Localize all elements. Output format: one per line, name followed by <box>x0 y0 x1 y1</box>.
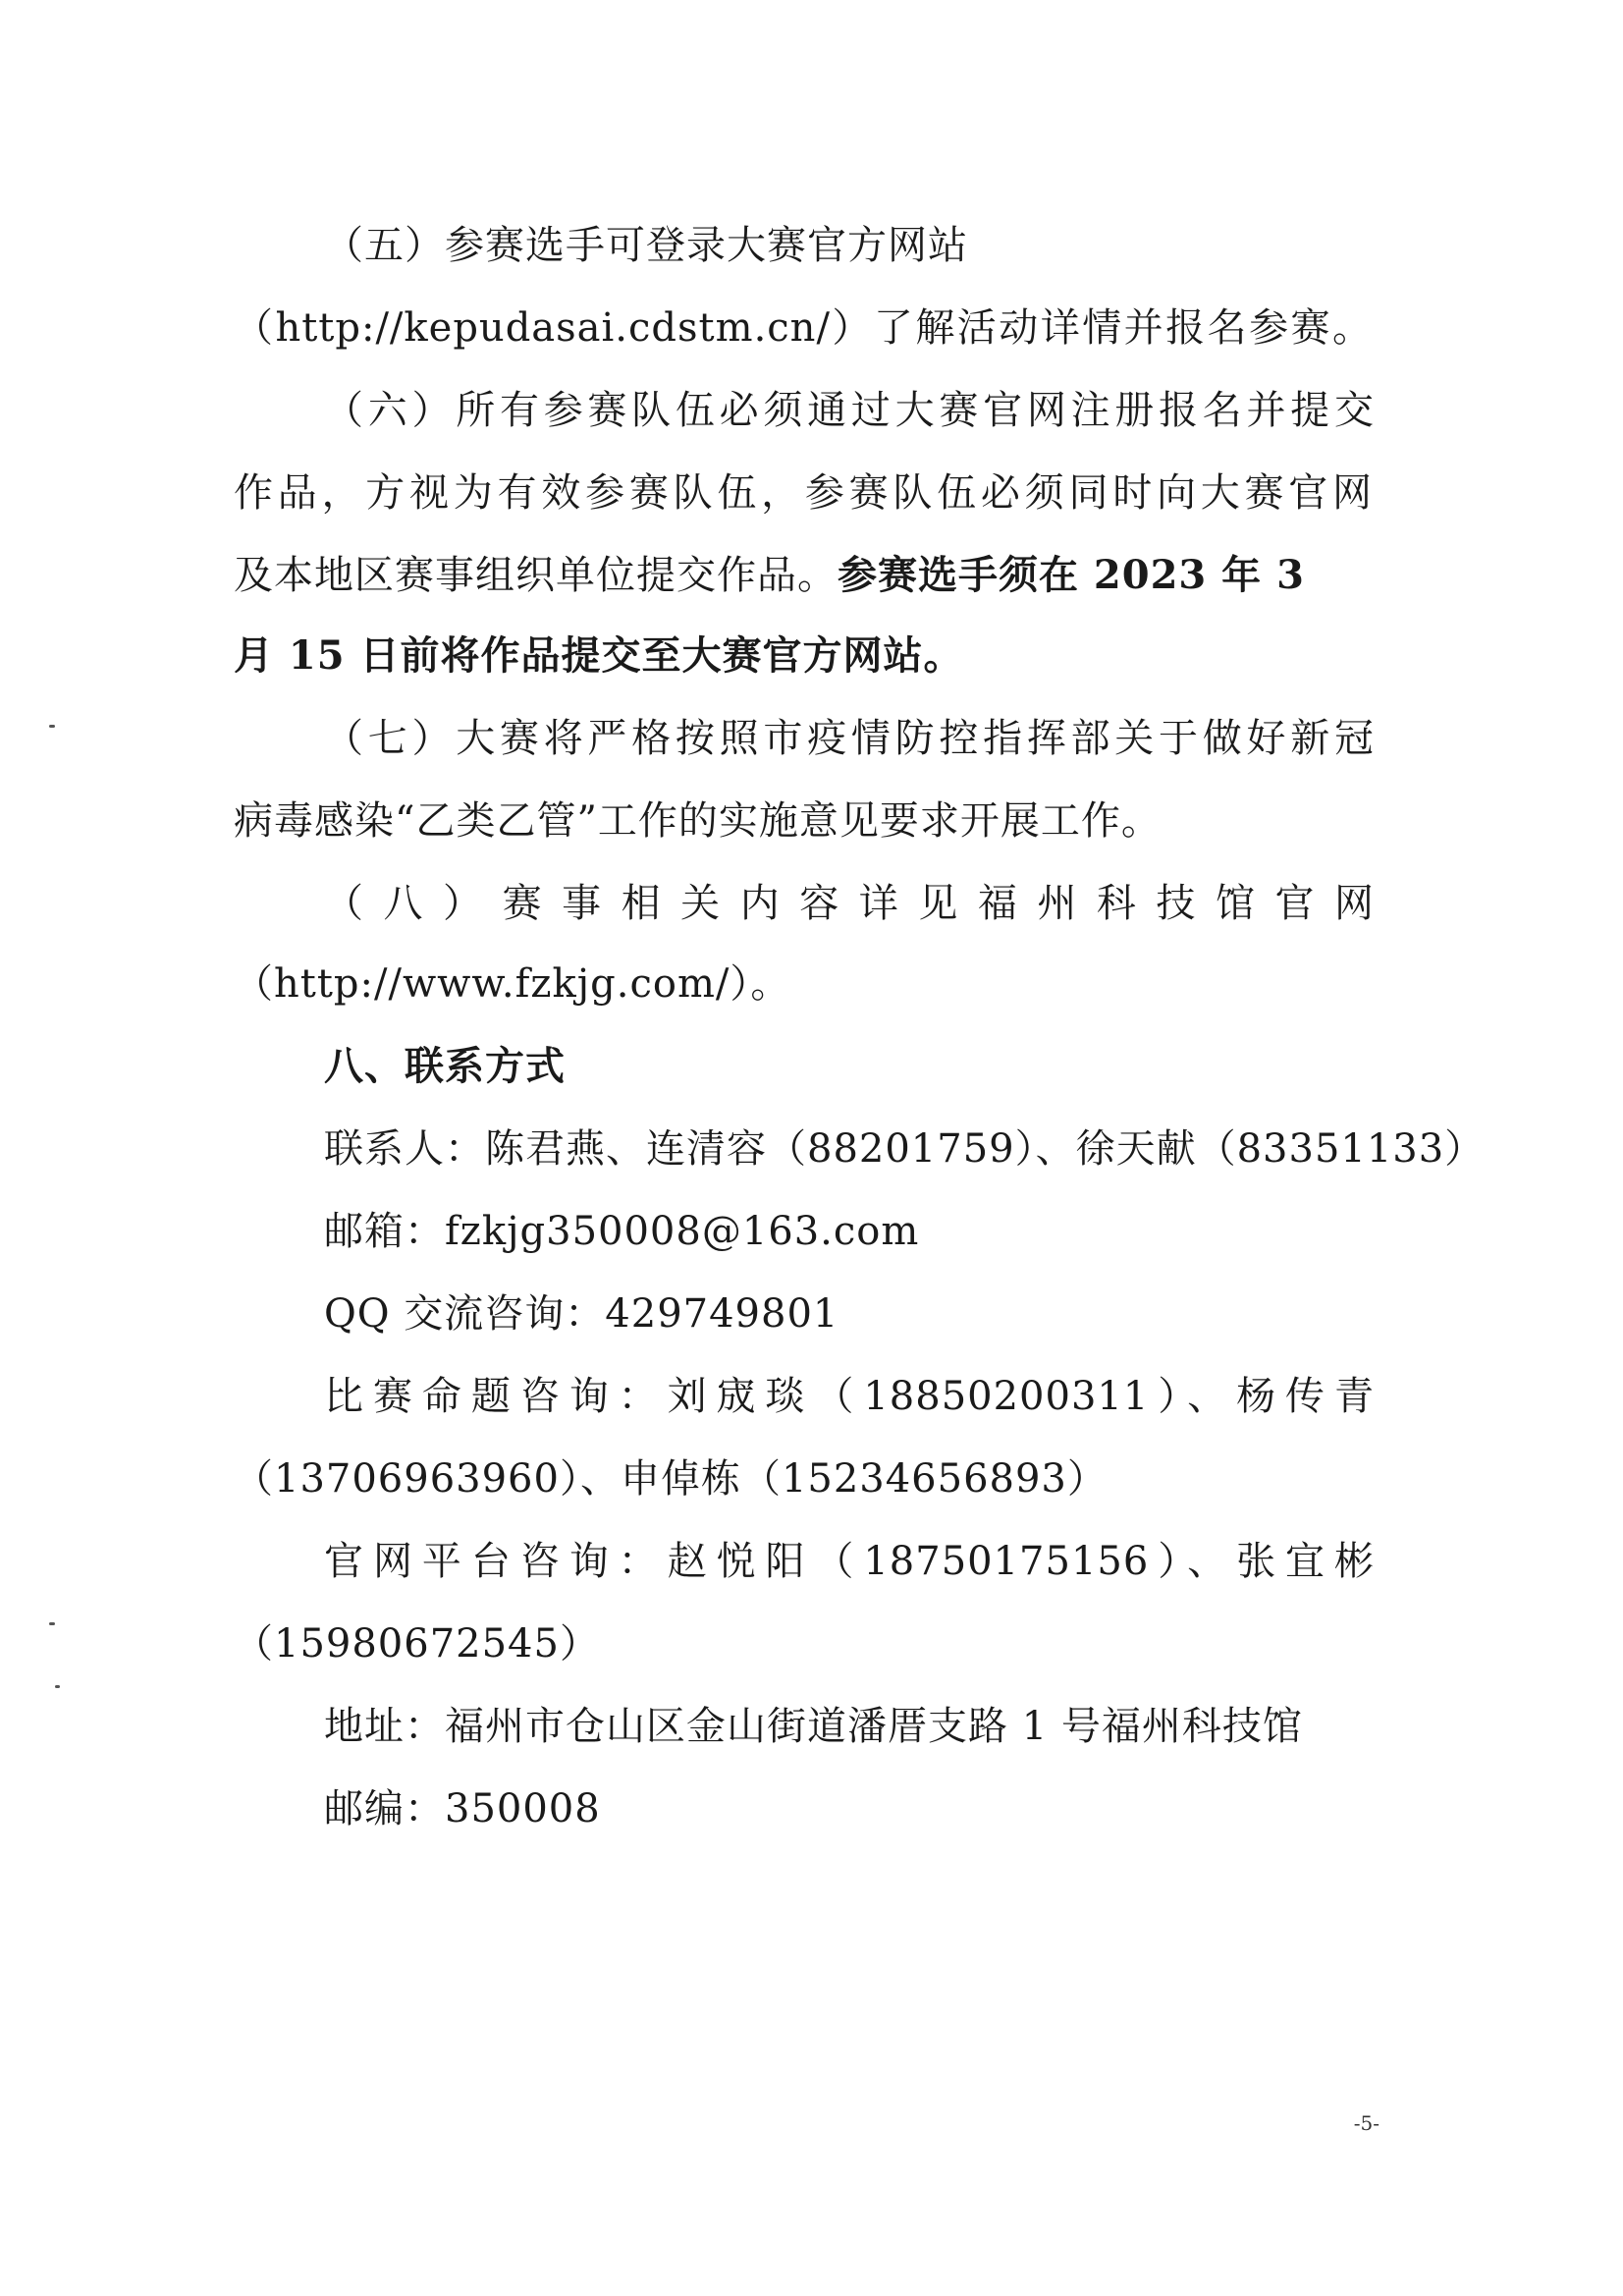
section-heading-contact: 八、联系方式 <box>324 1043 566 1089</box>
contact-postcode: 邮编：350008 <box>324 1786 601 1831</box>
paragraph-6-line-1: （六）所有参赛队伍必须通过大赛官网注册报名并提交 <box>324 388 1375 433</box>
scan-speck <box>55 1685 60 1688</box>
paragraph-6-line-3-normal: 及本地区赛事组织单位提交作品。 <box>234 553 838 598</box>
topic-consult-line-2: （13706963960）、申倬栋（15234656893） <box>234 1456 1108 1502</box>
contact-address: 地址：福州市仓山区金山街道潘厝支路 1 号福州科技馆 <box>324 1704 1303 1749</box>
paragraph-7-line-1: （七）大赛将严格按照市疫情防控指挥部关于做好新冠 <box>324 716 1375 761</box>
paragraph-6-line-3 <box>234 548 1373 603</box>
platform-consult-line-2: （15980672545） <box>234 1621 600 1667</box>
paragraph-6-line-4: 月 15 日前将作品提交至大赛官方网站。 <box>234 632 964 679</box>
topic-consult-line-1: 比赛命题咨询：刘宬琰（18850200311）、杨传青 <box>324 1374 1375 1419</box>
scan-speck <box>49 725 55 728</box>
contact-qq: QQ 交流咨询：429749801 <box>324 1291 839 1337</box>
contact-email: 邮箱：fzkjg350008@163.com <box>324 1209 920 1254</box>
paragraph-8-line-2: （http://www.fzkjg.com/）。 <box>234 961 791 1007</box>
paragraph-5-line-2: （http://kepudasai.cdstm.cn/）了解活动详情并报名参赛。 <box>234 305 1373 351</box>
platform-consult-line-1: 官网平台咨询：赵悦阳（18750175156）、张宜彬 <box>324 1539 1375 1584</box>
paragraph-7-line-2: 病毒感染“乙类乙管”工作的实施意见要求开展工作。 <box>234 798 1162 844</box>
paragraph-6-line-2: 作品，方视为有效参赛队伍，参赛队伍必须同时向大赛官网 <box>234 470 1373 516</box>
page-number: -5- <box>1353 2111 1380 2135</box>
paragraph-5-line-1: （五）参赛选手可登录大赛官方网站 <box>324 223 968 268</box>
paragraph-6-line-3-bold: 参赛选手须在 2023 年 3 <box>838 552 1305 598</box>
scan-speck <box>49 1622 55 1625</box>
paragraph-8-line-1: （八）赛事相关内容详见福州科技馆官网 <box>324 881 1375 926</box>
contact-people: 联系人：陈君燕、连清容（88201759）、徐天献（83351133） <box>324 1126 1486 1172</box>
